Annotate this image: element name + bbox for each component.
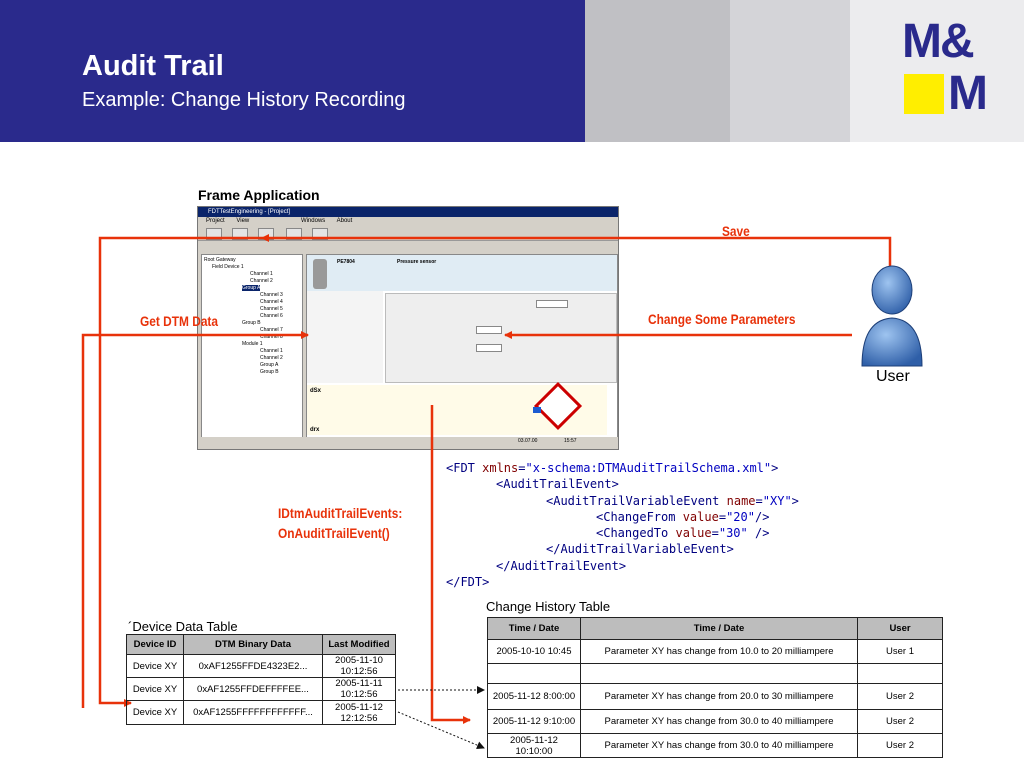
table-row <box>127 655 396 678</box>
table-cell: 2005-11-12 12:12:56 <box>323 701 396 725</box>
help-footer: drx <box>310 427 320 433</box>
tree-item[interactable]: Channel 1 <box>250 271 273 277</box>
menu-item[interactable]: About <box>336 218 353 224</box>
xml-line <box>446 574 799 590</box>
logo-text-bottom: M <box>948 67 986 120</box>
tree-item[interactable]: Channel 8 <box>260 334 283 340</box>
table-cell: Device XY <box>127 678 184 701</box>
user-label: User <box>876 368 910 385</box>
xml-token: value <box>682 509 719 524</box>
table-cell: User 2 <box>858 684 943 710</box>
table-cell: Parameter XY has change from 30.0 to 40 milliampere <box>581 710 858 734</box>
user-icon <box>856 262 928 370</box>
table-cell: 2005-11-12 9:10:00 <box>488 710 581 734</box>
tree-item[interactable]: Channel 2 <box>250 278 273 284</box>
table-cell: 0xAF1255FFFFFFFFFFFF... <box>184 701 323 725</box>
audit-events-interface-label: IDtmAuditTrailEvents: <box>278 505 403 521</box>
xml-token: name <box>726 493 756 508</box>
dtm-name: PE7804 <box>337 259 355 265</box>
xml-line <box>446 493 799 509</box>
logo-text-top: M& <box>902 15 973 68</box>
get-dtm-data-label: Get DTM Data <box>140 313 219 329</box>
tree-item[interactable]: Channel 6 <box>260 313 283 319</box>
xml-line <box>446 476 799 492</box>
table-cell <box>581 664 858 684</box>
table-row <box>488 684 943 710</box>
xml-token: = <box>711 526 719 541</box>
tree-item[interactable]: Root Gateway <box>204 257 236 263</box>
table-row <box>488 640 943 664</box>
window-titlebar: FDTTestEngineering - [Project] <box>198 207 618 217</box>
menu-item[interactable]: View <box>236 218 250 224</box>
column-header: Device ID <box>127 635 184 655</box>
table-row <box>488 664 943 684</box>
column-header: Time / Date <box>488 618 581 640</box>
device-table-caption: ´Device Data Table <box>128 619 238 634</box>
column-header: User <box>858 618 943 640</box>
xml-token: > <box>771 461 779 475</box>
device-data-table <box>126 634 396 725</box>
table-cell <box>858 664 943 684</box>
xml-token: /> <box>754 509 770 524</box>
table-cell: User 1 <box>858 640 943 664</box>
table-cell: 2005-11-11 10:12:56 <box>323 678 396 701</box>
xml-token: = <box>718 509 727 524</box>
help-title: dSx <box>310 388 322 394</box>
tree-item[interactable]: Field Device 1 <box>212 264 244 270</box>
column-header: DTM Binary Data <box>184 635 323 655</box>
table-cell: 0xAF1255FFDE4323E2... <box>184 655 323 678</box>
status-date: 03.07.00 <box>518 438 538 444</box>
tree-item[interactable]: Channel 4 <box>260 299 283 305</box>
xml-token: </AuditTrailEvent> <box>496 558 627 573</box>
xml-token: = <box>518 461 526 475</box>
xml-token: value <box>675 526 712 541</box>
table-cell: 2005-10-10 10:45 <box>488 640 581 664</box>
xml-token: "x-schema:DTMAuditTrailSchema.xml" <box>525 461 772 475</box>
audit-events-method-label: OnAuditTrailEvent() <box>278 525 390 541</box>
xml-token: <ChangedTo <box>596 526 676 541</box>
xml-token: <AuditTrailEvent> <box>496 477 619 492</box>
xml-line <box>446 558 799 574</box>
column-header: Last Modified <box>323 635 396 655</box>
tree-item[interactable]: Module 1 <box>242 341 263 347</box>
xml-token: "20" <box>726 509 755 524</box>
table-cell: Parameter XY has change from 20.0 to 30 milliampere <box>581 684 858 710</box>
table-cell: 2005-11-12 8:00:00 <box>488 684 581 710</box>
save-label: Save <box>722 223 750 239</box>
table-cell <box>488 664 581 684</box>
xml-line <box>446 525 799 541</box>
dotted-link-2 <box>398 712 484 748</box>
table-cell: 0xAF1255FFDEFFFFEE... <box>184 678 323 701</box>
xml-token: <FDT <box>446 461 483 475</box>
page-title: Audit Trail <box>82 50 224 82</box>
table-row <box>127 701 396 725</box>
table-cell: Parameter XY has change from 30.0 to 40 milliampere <box>581 734 858 758</box>
frame-application-label: Frame Application <box>198 187 320 203</box>
table-cell: User 2 <box>858 734 943 758</box>
table-cell: Parameter XY has change from 10.0 to 20 milliampere <box>581 640 858 664</box>
xml-token: </FDT> <box>446 575 490 590</box>
status-time: 15:57 <box>564 438 577 444</box>
change-parameters-label: Change Some Parameters <box>648 311 796 327</box>
xml-token: "30" <box>718 526 748 541</box>
change-history-table <box>487 617 943 758</box>
tree-item[interactable]: Channel 2 <box>260 355 283 361</box>
xml-token: xmlns <box>482 461 519 475</box>
table-cell: Device XY <box>127 701 184 725</box>
xml-line <box>446 460 799 476</box>
page-subtitle: Example: Change History Recording <box>82 89 406 111</box>
tree-item-selected[interactable]: Group A <box>242 285 261 291</box>
audit-trail-xml <box>446 460 799 590</box>
tree-item[interactable]: Channel 1 <box>260 348 283 354</box>
dtm-description: Pressure sensor <box>397 259 437 265</box>
tree-item[interactable]: Group A <box>260 362 279 368</box>
table-row <box>488 734 943 758</box>
history-table-caption: Change History Table <box>486 599 611 614</box>
table-cell: 2005-11-10 10:12:56 <box>323 655 396 678</box>
tree-item[interactable]: Channel 3 <box>260 292 283 298</box>
xml-token: <ChangeFrom <box>596 509 683 524</box>
tree-item[interactable]: Group B <box>260 369 279 375</box>
table-cell: 2005-11-12 10:10:00 <box>488 734 581 758</box>
tree-item[interactable]: Group B <box>242 320 261 326</box>
xml-token: <AuditTrailVariableEvent <box>546 493 727 508</box>
xml-line <box>446 541 799 557</box>
xml-token: = <box>755 493 763 508</box>
table-cell: User 2 <box>858 710 943 734</box>
xml-token: > <box>791 493 799 508</box>
menu-item[interactable]: Windows <box>300 218 326 224</box>
xml-token: </AuditTrailVariableEvent> <box>546 542 734 557</box>
xml-line <box>446 509 799 525</box>
table-cell: Device XY <box>127 655 184 678</box>
table-row <box>127 678 396 701</box>
column-header: Time / Date <box>581 618 858 640</box>
table-row <box>488 710 943 734</box>
save-arrow <box>262 238 890 270</box>
xml-token: /> <box>747 526 770 541</box>
menu-item[interactable]: Project <box>206 218 225 224</box>
xml-token: "XY" <box>762 493 792 508</box>
tree-item[interactable]: Channel 7 <box>260 327 283 333</box>
tree-item[interactable]: Channel 5 <box>260 306 283 312</box>
